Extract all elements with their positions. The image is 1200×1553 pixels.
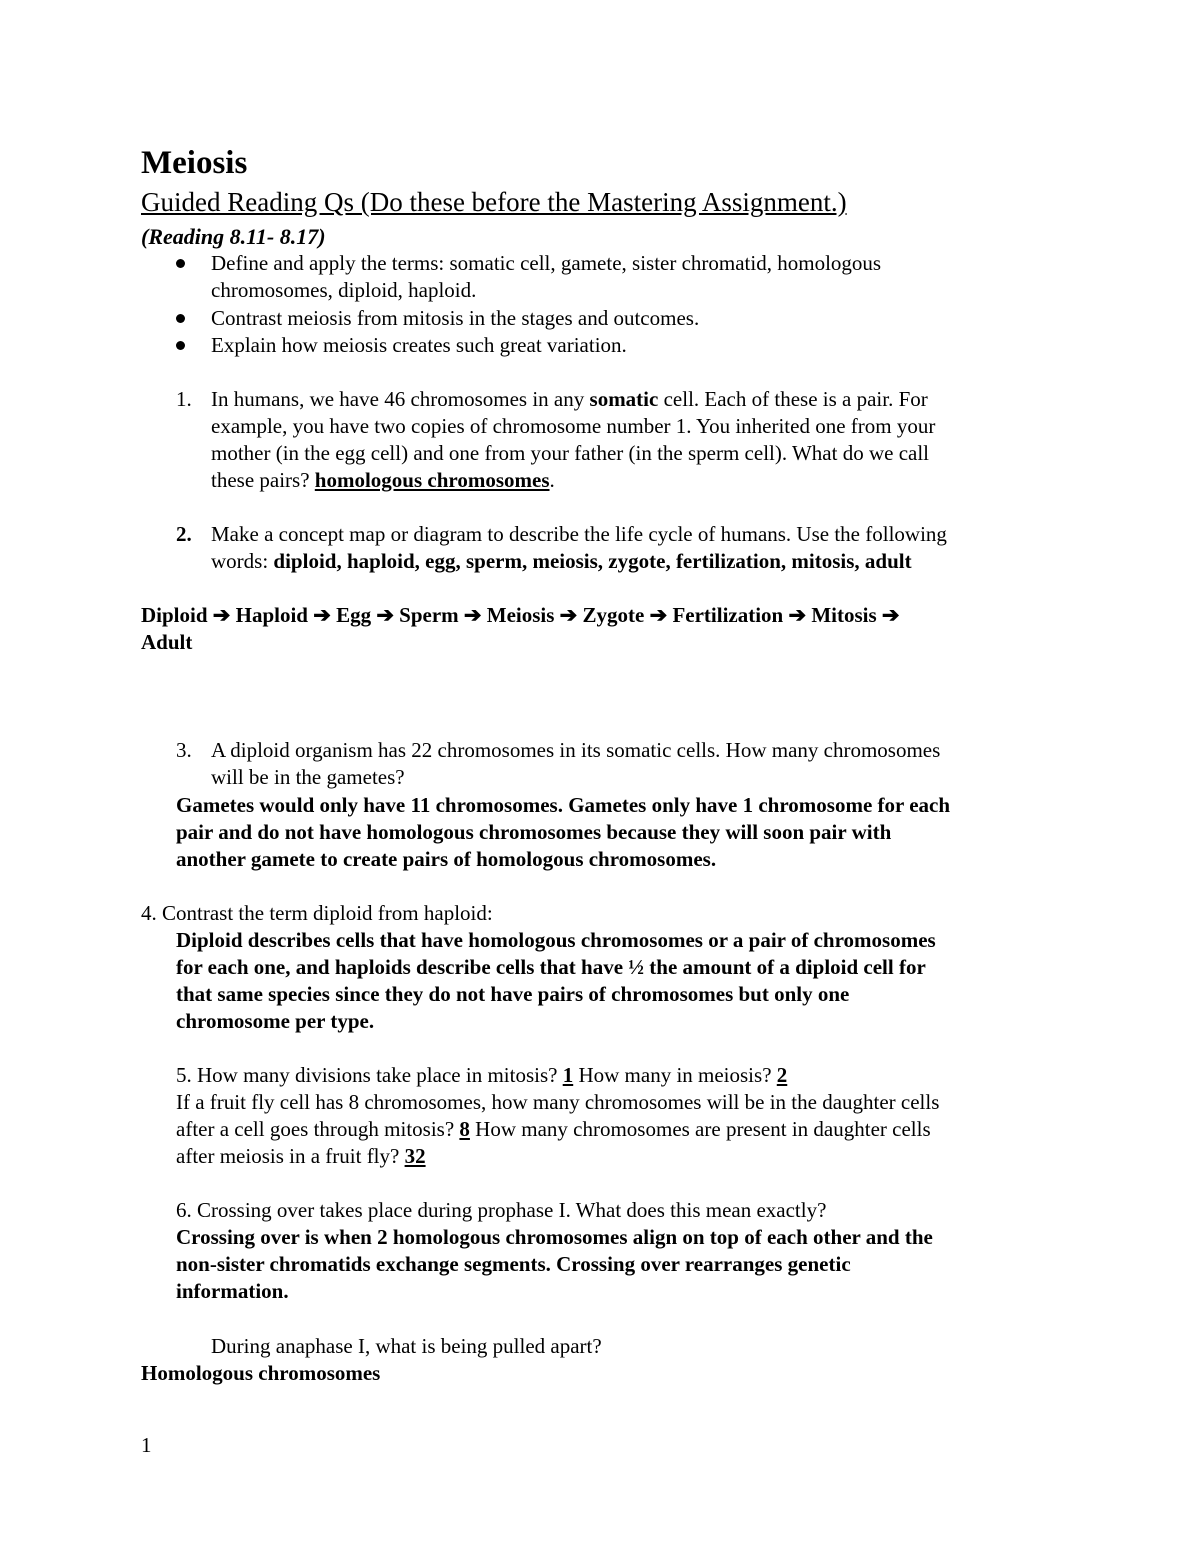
q3-answer-1: Gametes would only have 11 chromosomes. Gametes only have 1 chromosome for each: [176, 793, 951, 817]
q3-line-2: will be in the gametes?: [211, 765, 405, 789]
objective-2: Contrast meiosis from mitosis in the stages and outcomes.: [211, 306, 700, 330]
q5-answer-meiosis-count: 32: [404, 1144, 426, 1168]
bullet-icon: [176, 341, 185, 350]
q2-answer-line-1: Diploid ➔ Haploid ➔ Egg ➔ Sperm ➔ Meiosis ➔ Zygote ➔ Fertilization ➔ Mitosis ➔: [141, 603, 900, 627]
reading-reference: (Reading 8.11- 8.17): [141, 224, 326, 249]
q4-answer-4: chromosome per type.: [176, 1009, 375, 1033]
q1-line-2: example, you have two copies of chromosome number 1. You inherited one from your: [211, 414, 936, 438]
q2-answer-line-2: Adult: [141, 630, 193, 654]
doc-title: Meiosis: [141, 145, 248, 181]
q1-line-3: mother (in the egg cell) and one from your father (in the sperm cell). What do we call: [211, 441, 930, 465]
q1-number: 1.: [176, 387, 192, 411]
objective-1-cont: chromosomes, diploid, haploid.: [211, 278, 477, 302]
bullet-icon: [176, 259, 185, 268]
q4-answer-3: that same species since they do not have pairs of chromosomes but only one: [176, 982, 850, 1006]
q2-number: 2.: [176, 522, 192, 546]
bullet-icon: [176, 314, 185, 323]
q3-answer-3: another gamete to create pairs of homologous chromosomes.: [176, 847, 717, 871]
q6-answer-1: Crossing over is when 2 homologous chromosomes align on top of each other and the: [176, 1225, 933, 1249]
q2-line-2: words: diploid, haploid, egg, sperm, meiosis, zygote, fertilization, mitosis, adult: [211, 549, 912, 573]
q1-line-4: these pairs? homologous chromosomes.: [211, 468, 555, 492]
doc-subtitle: Guided Reading Qs (Do these before the Mastering Assignment.): [141, 187, 847, 217]
q5-line-2: If a fruit fly cell has 8 chromosomes, how many chromosomes will be in the daughter cells: [176, 1090, 940, 1114]
q4-question: 4. Contrast the term diploid from haploid:: [141, 901, 493, 925]
q5-line-4: after meiosis in a fruit fly? 32: [176, 1144, 426, 1168]
q6-sub-question: During anaphase I, what is being pulled apart?: [211, 1334, 602, 1358]
q6-answer-2: non-sister chromatids exchange segments. Crossing over rearranges genetic: [176, 1252, 851, 1276]
q1-line-1: In humans, we have 46 chromosomes in any somatic cell. Each of these is a pair. For: [211, 387, 928, 411]
q2-line-1: Make a concept map or diagram to describe the life cycle of humans. Use the following: [211, 522, 947, 546]
q3-answer-2: pair and do not have homologous chromosomes because they will soon pair with: [176, 820, 892, 844]
q6-sub-answer: Homologous chromosomes: [141, 1361, 381, 1385]
objective-1: Define and apply the terms: somatic cell, gamete, sister chromatid, homologous: [211, 251, 882, 275]
q5-answer-mitosis: 1: [562, 1063, 574, 1087]
q5-answer-meiosis: 2: [776, 1063, 788, 1087]
page-number: 1: [141, 1433, 152, 1457]
q4-answer-2: for each one, and haploids describe cells that have ½ the amount of a diploid cell for: [176, 955, 926, 979]
q4-answer-1: Diploid describes cells that have homologous chromosomes or a pair of chromosomes: [176, 928, 936, 952]
q3-line-1: A diploid organism has 22 chromosomes in its somatic cells. How many chromosomes: [211, 738, 941, 762]
objective-3: Explain how meiosis creates such great variation.: [211, 333, 627, 357]
q6-answer-3: information.: [176, 1279, 289, 1303]
q5-line-3: after a cell goes through mitosis? 8 How many chromosomes are present in daughter cells: [176, 1117, 931, 1141]
q5-line-1: 5. How many divisions take place in mitosis? 1 How many in meiosis? 2: [176, 1063, 788, 1087]
q5-answer-mitosis-count: 8: [459, 1117, 470, 1141]
q3-number: 3.: [176, 738, 192, 762]
q1-answer: homologous chromosomes: [314, 468, 550, 492]
q6-question: 6. Crossing over takes place during prophase I. What does this mean exactly?: [176, 1198, 827, 1222]
